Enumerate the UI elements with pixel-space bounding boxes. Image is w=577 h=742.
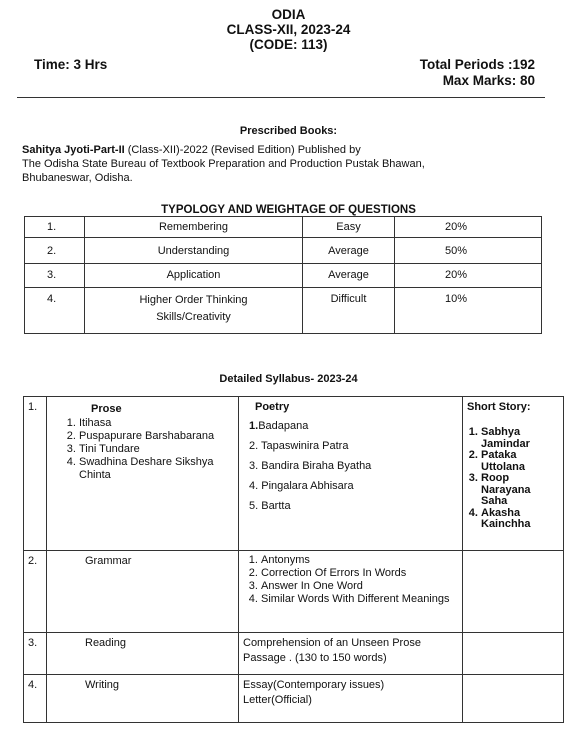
question-type-line-1: Higher Order Thinking bbox=[139, 294, 248, 306]
list-item: 2. Tapaswinira Patra bbox=[249, 440, 349, 452]
row-number: 3. bbox=[25, 264, 85, 288]
book-name: Sahitya Jyoti-Part-II bbox=[22, 144, 125, 156]
books-line-2: The Odisha State Bureau of Textbook Preparation and Production Pustak Bhawan, bbox=[22, 158, 425, 170]
table-row bbox=[25, 217, 542, 238]
list-item: 3. Answer In One Word bbox=[261, 580, 458, 593]
empty-cell bbox=[463, 633, 564, 675]
list-item: 3. Roop Narayana Saha bbox=[481, 473, 559, 508]
question-type: Remembering bbox=[85, 217, 303, 238]
short-story-cell bbox=[463, 397, 564, 551]
list-item: 1. Itihasa bbox=[79, 417, 234, 430]
table-row bbox=[24, 675, 564, 723]
table-row bbox=[25, 238, 542, 264]
table-row bbox=[24, 633, 564, 675]
reading-cell bbox=[239, 633, 463, 675]
subject-title: ODIA bbox=[271, 7, 306, 22]
subject-code: (CODE: 113) bbox=[249, 37, 328, 52]
row-number: 3. bbox=[24, 633, 47, 675]
prose-heading: Prose bbox=[91, 403, 122, 415]
row-number: 1. bbox=[25, 217, 85, 238]
reading-line-1: Comprehension of an Unseen Prose bbox=[243, 637, 421, 649]
writing-line-1: Essay(Contemporary issues) bbox=[243, 679, 385, 691]
poem-title: Badapana bbox=[258, 420, 309, 432]
list-item: 2. Pataka Uttolana bbox=[481, 450, 559, 473]
list-item bbox=[243, 420, 458, 433]
question-type: Application bbox=[85, 264, 303, 288]
max-marks: Max Marks: 80 bbox=[442, 73, 535, 88]
difficulty-level: Difficult bbox=[303, 288, 395, 334]
weightage: 50% bbox=[395, 238, 542, 264]
class-line: CLASS-XII, 2023-24 bbox=[226, 22, 351, 37]
section-label: Grammar bbox=[47, 551, 239, 633]
list-item: 5. Bartta bbox=[249, 500, 291, 512]
weightage: 20% bbox=[395, 217, 542, 238]
table-row bbox=[25, 288, 542, 334]
typology-heading: TYPOLOGY AND WEIGHTAGE OF QUESTIONS bbox=[161, 204, 416, 216]
short-story-heading: Short Story: bbox=[467, 401, 531, 413]
list-item: 1. Sabhya Jamindar bbox=[481, 427, 559, 450]
list-item: 3. Bandira Biraha Byatha bbox=[249, 460, 372, 472]
weightage: 10% bbox=[395, 288, 542, 334]
book-edition: (Class-XII)-2022 (Revised Edition) Published by bbox=[124, 144, 361, 156]
question-type-line-2: Skills/Creativity bbox=[156, 311, 231, 323]
grammar-cell bbox=[239, 551, 463, 633]
row-number: 4. bbox=[24, 675, 47, 723]
writing-cell bbox=[239, 675, 463, 723]
books-heading: Prescribed Books: bbox=[239, 125, 338, 137]
writing-line-2: Letter(Official) bbox=[243, 694, 312, 706]
list-item: 2. Puspapurare Barshabarana bbox=[79, 430, 234, 443]
prose-list bbox=[51, 417, 234, 482]
empty-cell bbox=[463, 675, 564, 723]
list-item: 4. Similar Words With Different Meanings bbox=[261, 593, 458, 606]
typology-table bbox=[24, 216, 542, 334]
list-item: 4. Akasha Kainchha bbox=[481, 508, 559, 531]
difficulty-level: Easy bbox=[303, 217, 395, 238]
syllabus-table bbox=[23, 396, 564, 723]
table-row bbox=[24, 551, 564, 633]
question-type bbox=[85, 288, 303, 334]
list-item: 3. Tini Tundare bbox=[79, 443, 234, 456]
section-label: Writing bbox=[47, 675, 239, 723]
row-number: 2. bbox=[24, 551, 47, 633]
grammar-list bbox=[243, 554, 458, 606]
table-row bbox=[24, 397, 564, 551]
row-number: 2. bbox=[25, 238, 85, 264]
books-line-1 bbox=[22, 143, 361, 157]
poetry-cell bbox=[239, 397, 463, 551]
row-number: 1. bbox=[24, 397, 47, 551]
reading-line-2: Passage . (130 to 150 words) bbox=[243, 652, 387, 664]
header-divider bbox=[17, 97, 545, 98]
question-type: Understanding bbox=[85, 238, 303, 264]
list-item: 1. Antonyms bbox=[261, 554, 458, 567]
section-label: Reading bbox=[47, 633, 239, 675]
time-allowed: Time: 3 Hrs bbox=[34, 57, 108, 72]
difficulty-level: Average bbox=[303, 238, 395, 264]
weightage: 20% bbox=[395, 264, 542, 288]
syllabus-heading: Detailed Syllabus- 2023-24 bbox=[219, 373, 358, 385]
row-number: 4. bbox=[25, 288, 85, 334]
poetry-heading: Poetry bbox=[255, 401, 290, 413]
difficulty-level: Average bbox=[303, 264, 395, 288]
poem-number: 1. bbox=[249, 420, 259, 432]
table-row bbox=[25, 264, 542, 288]
list-item: 4. Swadhina Deshare Sikshya Chinta bbox=[79, 456, 234, 482]
short-story-list bbox=[467, 427, 559, 531]
prose-cell bbox=[47, 397, 239, 551]
list-item: 4. Pingalara Abhisara bbox=[249, 480, 354, 492]
empty-cell bbox=[463, 551, 564, 633]
total-periods: Total Periods :192 bbox=[419, 57, 535, 72]
books-line-3: Bhubaneswar, Odisha. bbox=[22, 172, 133, 184]
list-item: 2. Correction Of Errors In Words bbox=[261, 567, 458, 580]
